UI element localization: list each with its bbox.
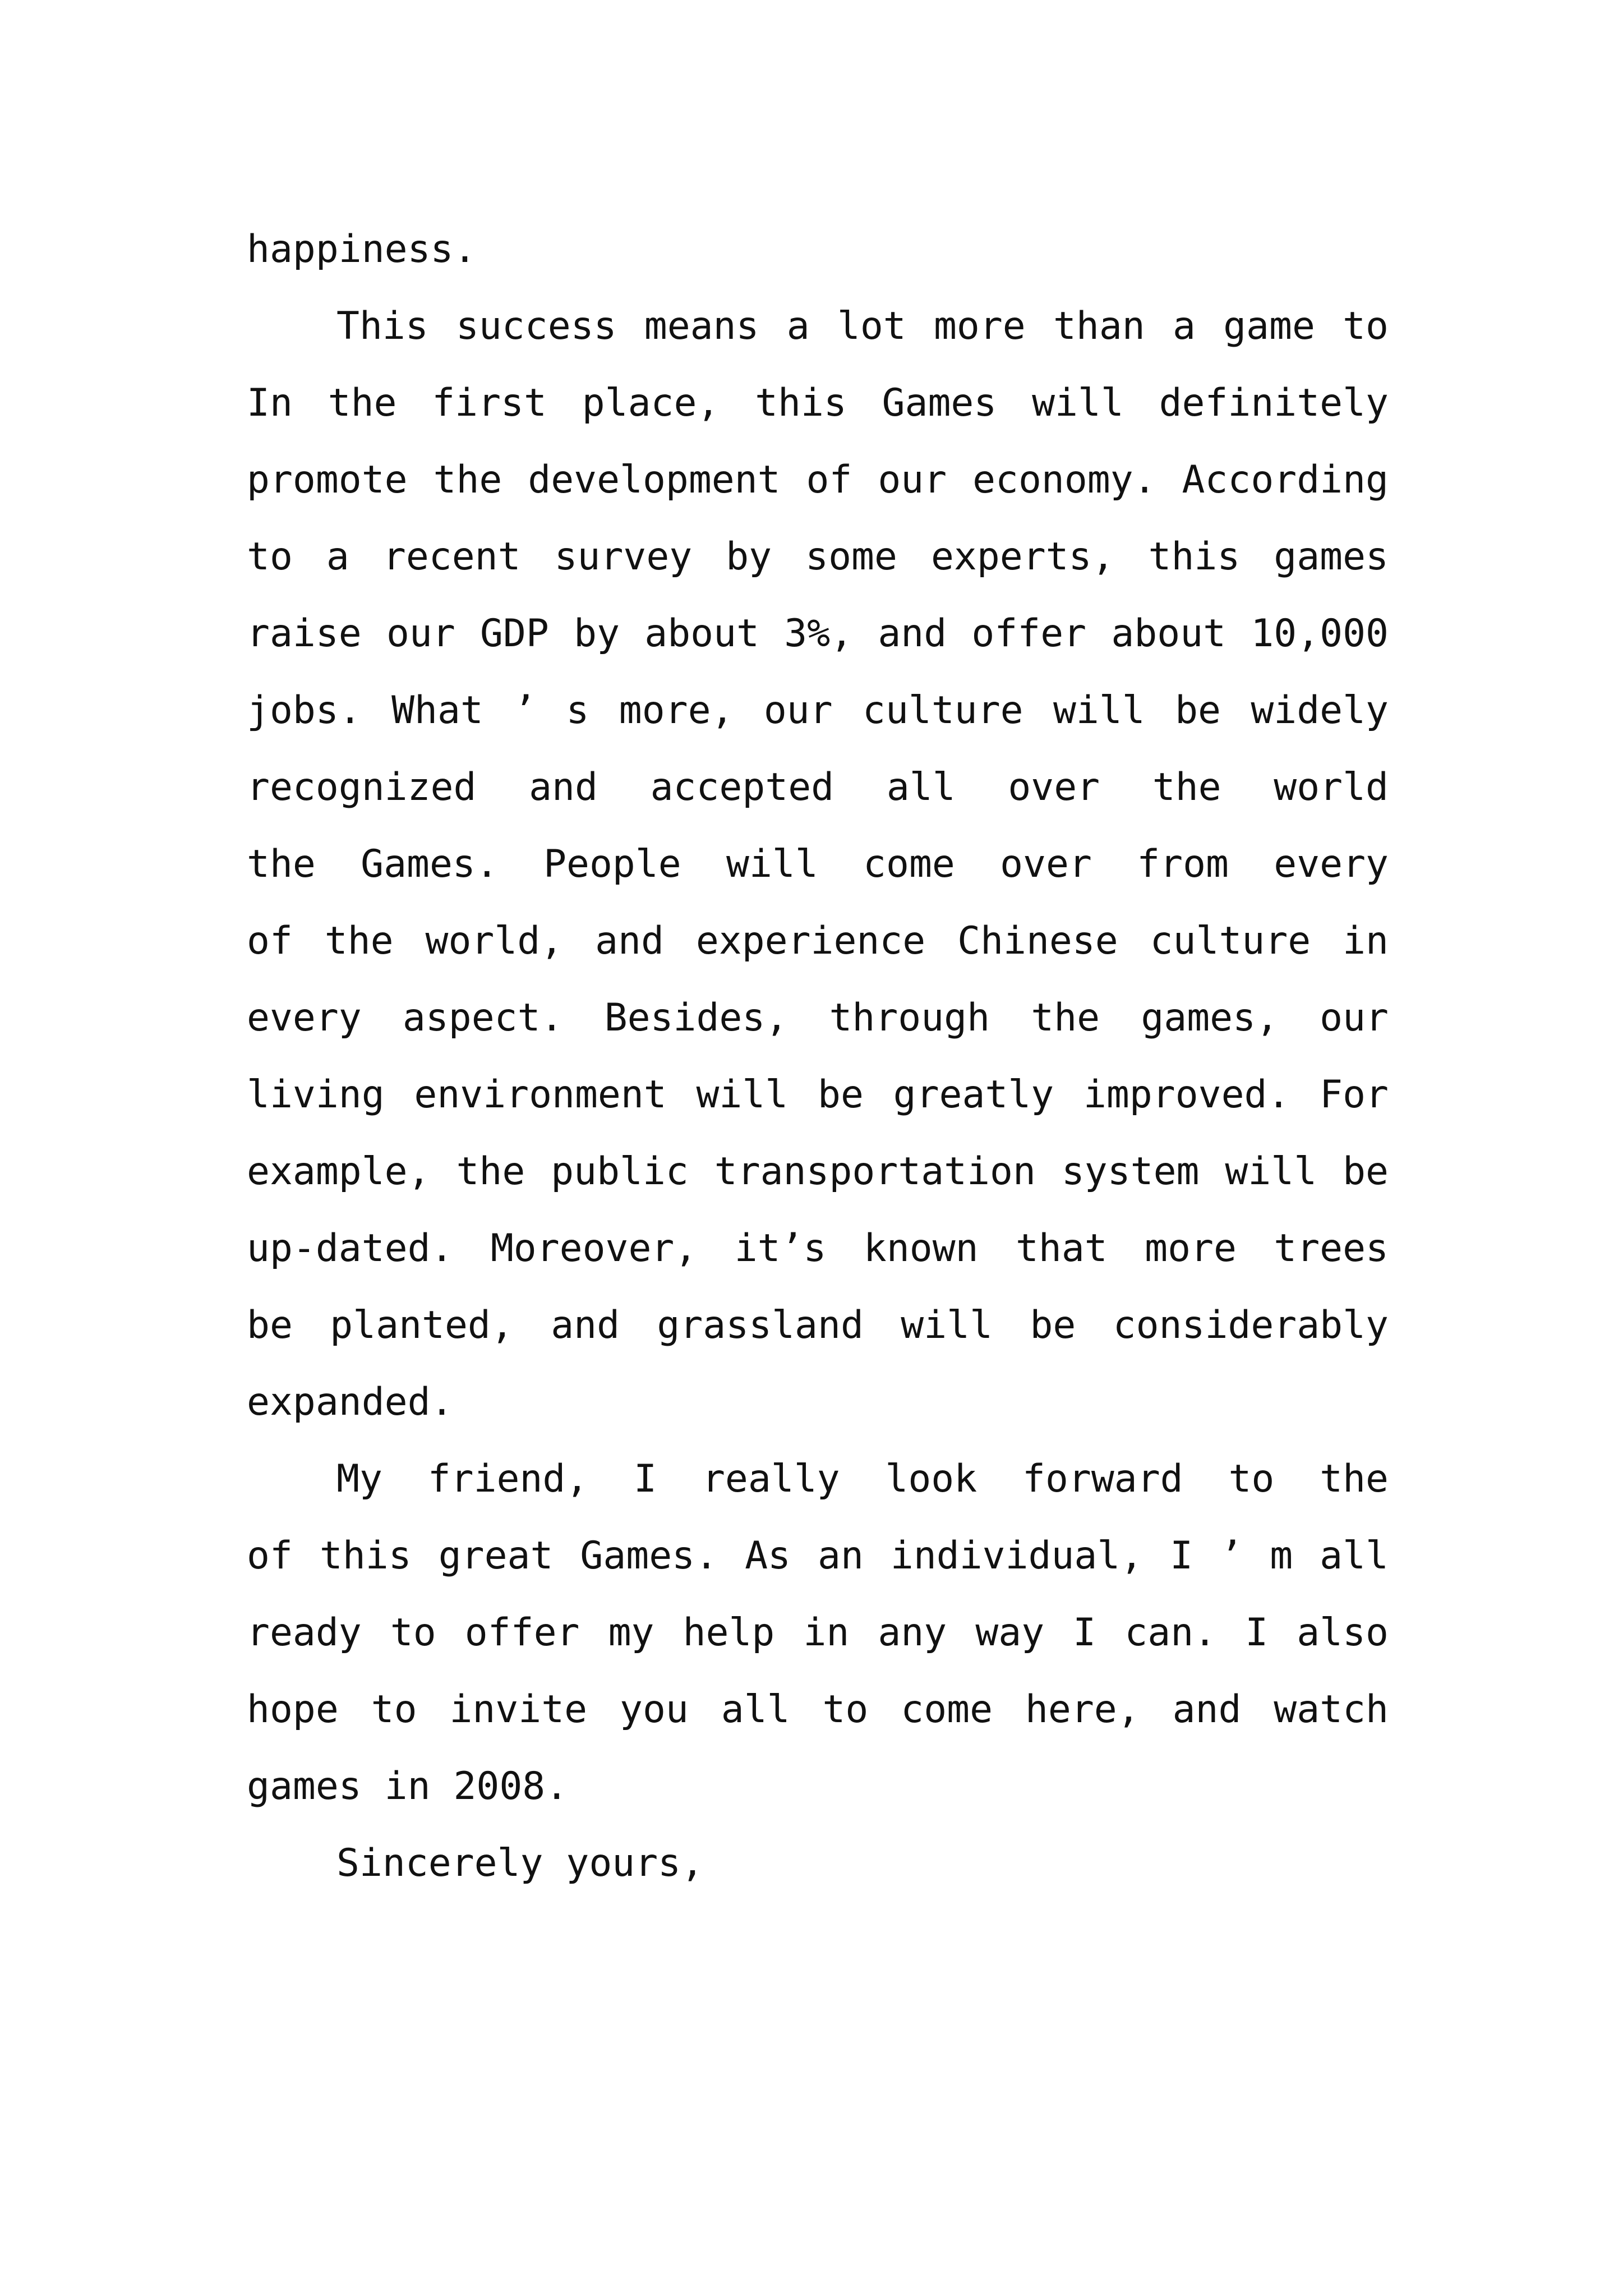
text-line: games in 2008. [247,1764,569,1809]
text-line: raise our GDP by about 3%, and offer about 10,000 [247,611,1389,656]
text-line: ready to offer my help in any way I can. I also [247,1611,1389,1655]
text-line: living environment will be greatly improved. For [247,1073,1389,1117]
text-line: of the world, and experience Chinese culture in [247,919,1389,963]
text-line: jobs. What ’ s more, our culture will be widely [247,688,1389,733]
text-line: recognized and accepted all over the world [247,765,1389,809]
letter-body [247,211,1389,1902]
text-line: the Games. People will come over from every [247,842,1389,886]
text-line: happiness. [247,227,477,272]
text-line: up-dated. Moreover, it’s known that more trees [247,1226,1389,1271]
text-line: example, the public transportation system will be [247,1149,1389,1194]
text-line: promote the development of our economy. According [247,458,1389,502]
text-line: hope to invite you all to come here, and watch [247,1687,1389,1732]
text-line: of this great Games. As an individual, I ’ m all [247,1534,1389,1578]
text-line: My friend, I really look forward to the [336,1457,1389,1501]
text-line: In the first place, this Games will definitely [247,381,1389,425]
text-line: This success means a lot more than a game to [336,304,1389,348]
text-line: to a recent survey by some experts, this games [247,535,1389,579]
text-line: every aspect. Besides, through the games, our [247,996,1389,1040]
text-line: be planted, and grassland will be considerably [247,1303,1389,1347]
text-line: expanded. [247,1380,454,1424]
closing-line: Sincerely yours, [336,1841,704,1885]
